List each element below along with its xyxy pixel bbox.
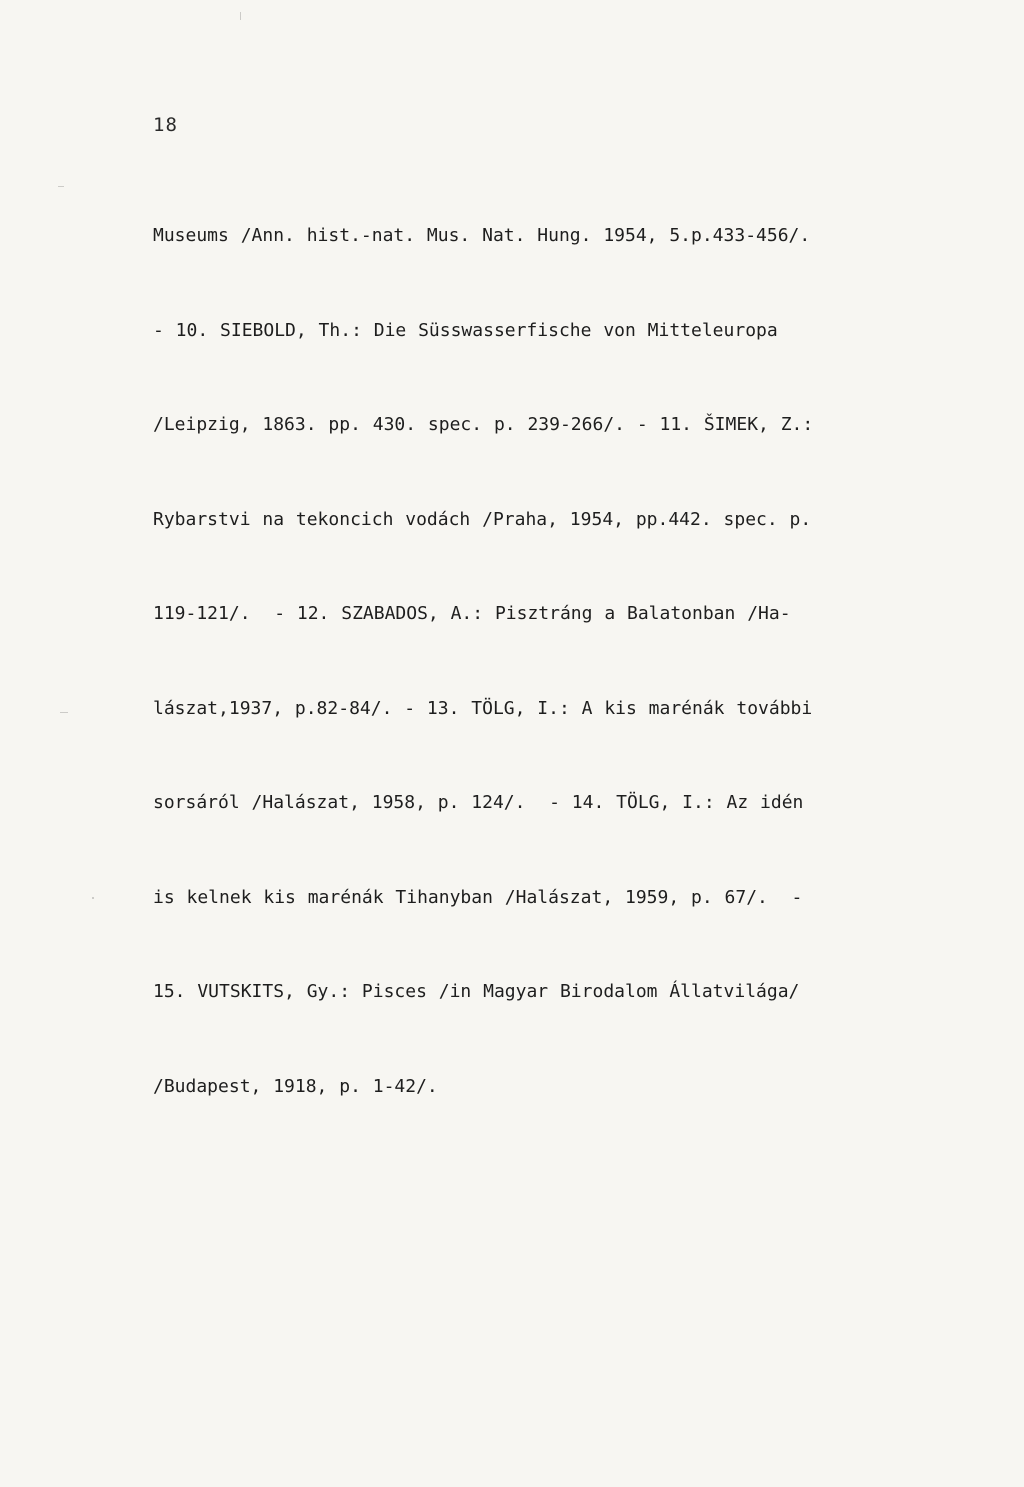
text-line: /Budapest, 1918, p. 1-42/. <box>153 1075 438 1097</box>
paper-speck <box>92 897 94 899</box>
text-line: - 10. SIEBOLD, Th.: Die Süsswasserfische von Mitteleuropa <box>153 319 778 341</box>
text-line: Rybarstvi na tekoncich vodách /Praha, 1954, pp.442. spec. p. <box>153 508 812 530</box>
bibliography-text <box>153 157 953 1165</box>
text-line: is kelnek kis marénák Tihanyban /Halászat, 1959, p. 67/. - <box>153 886 803 908</box>
text-line: Museums /Ann. hist.-nat. Mus. Nat. Hung. 1954, 5.p.433-456/. <box>153 225 811 246</box>
paper-speck <box>58 186 64 187</box>
page-number: 18 <box>153 114 178 136</box>
paper-speck <box>60 712 68 713</box>
text-line: lászat,1937, p.82-84/. - 13. TÖLG, I.: A kis marénák további <box>153 697 813 719</box>
text-line: 15. VUTSKITS, Gy.: Pisces /in Magyar Birodalom Állatvilága/ <box>153 981 800 1002</box>
paper-speck <box>240 12 241 20</box>
text-line: sorsáról /Halászat, 1958, p. 124/. - 14. TÖLG, I.: Az idén <box>153 792 804 813</box>
text-line: /Leipzig, 1863. pp. 430. spec. p. 239-266/. - 11. ŠIMEK, Z.: <box>153 414 814 435</box>
text-line: 119-121/. - 12. SZABADOS, A.: Pisztráng a Balatonban /Ha- <box>153 603 791 624</box>
